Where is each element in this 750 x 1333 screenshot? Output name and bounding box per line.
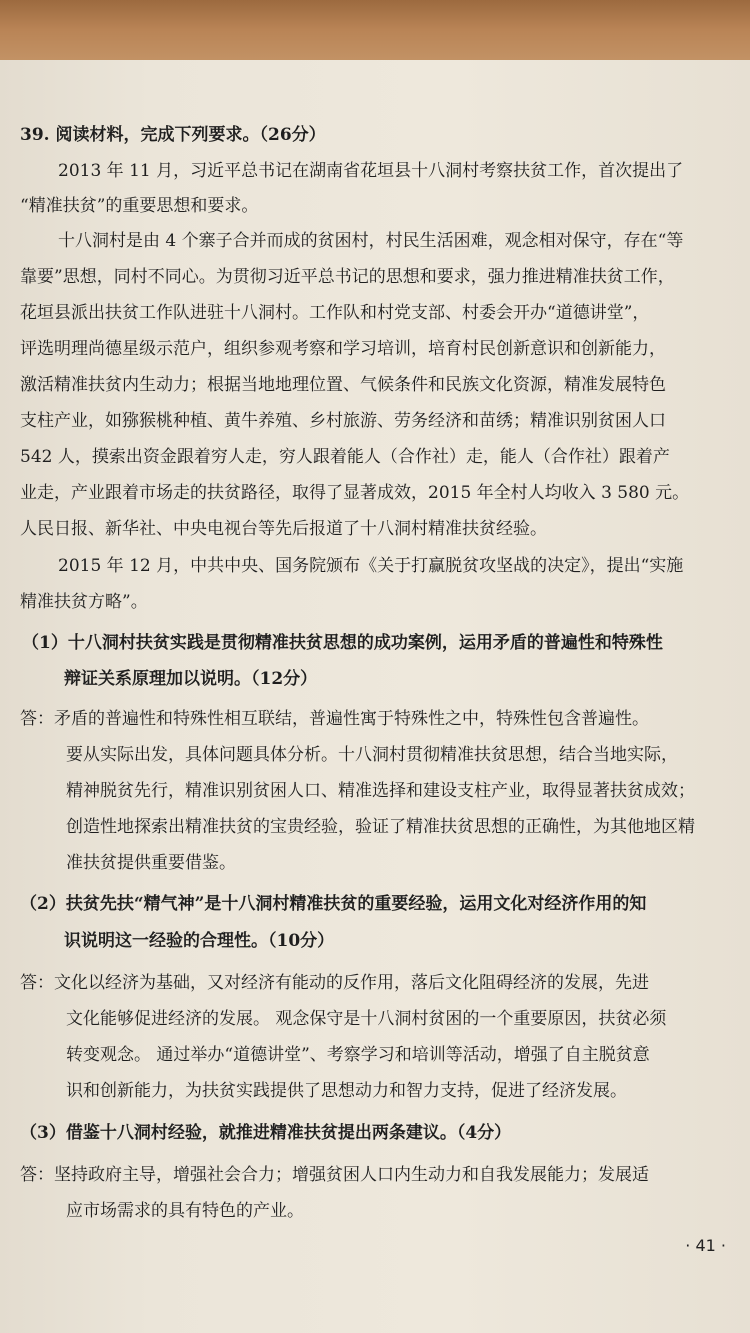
answer-2-line: 识和创新能力，为扶贫实践提供了思想动力和智力支持，促进了经济发展。 xyxy=(66,1081,627,1101)
material-line: 花垣县派出扶贫工作队进驻十八洞村。工作队和村党支部、村委会开办“道德讲堂”， xyxy=(20,303,650,323)
material-line: 2015 年 12 月，中共中央、国务院颁布《关于打赢脱贫攻坚战的决定》，提出“实施 xyxy=(58,556,684,576)
answer-1-line: 要从实际出发，具体问题具体分析。十八洞村贯彻精准扶贫思想，结合当地实际， xyxy=(66,745,678,765)
material-line: 业走，产业跟着市场走的扶贫路径，取得了显著成效，2015 年全村人均收入 3 580 元。 xyxy=(20,483,690,503)
question-title: 39. 阅读材料，完成下列要求。（26分） xyxy=(20,125,326,145)
material-line: “精准扶贫”的重要思想和要求。 xyxy=(20,196,259,216)
answer-1-line: 创造性地探索出精准扶贫的宝贵经验，验证了精准扶贫思想的正确性，为其他地区精 xyxy=(66,817,695,837)
material-line: 支柱产业，如猕猴桃种植、黄牛养殖、乡村旅游、劳务经济和苗绣；精准识别贫困人口 xyxy=(20,411,666,431)
answer-2-line: 答：文化以经济为基础，又对经济有能动的反作用，落后文化阻碍经济的发展，先进 xyxy=(20,973,649,993)
material-line: 542 人，摸索出资金跟着穷人走，穷人跟着能人（合作社）走，能人（合作社）跟着产 xyxy=(20,447,670,467)
material-line: 2013 年 11 月，习近平总书记在湖南省花垣县十八洞村考察扶贫工作，首次提出了 xyxy=(58,161,684,181)
answer-1-line: 精神脱贫先行，精准识别贫困人口、精准选择和建设支柱产业，取得显著扶贫成效； xyxy=(66,781,695,801)
material-line: 激活精准扶贫内生动力；根据当地地理位置、气候条件和民族文化资源，精准发展特色 xyxy=(20,375,666,395)
answer-1-line: 准扶贫提供重要借鉴。 xyxy=(66,853,236,873)
answer-3-line: 应市场需求的具有特色的产业。 xyxy=(66,1201,304,1221)
answer-1-line: 答：矛盾的普遍性和特殊性相互联结，普遍性寓于特殊性之中，特殊性包含普遍性。 xyxy=(20,709,649,729)
sub-question-2: 识说明这一经验的合理性。（10分） xyxy=(64,931,335,951)
material-line: 靠要”思想，同村不同心。为贯彻习近平总书记的思想和要求，强力推进精准扶贫工作， xyxy=(20,267,675,287)
answer-2-line: 文化能够促进经济的发展。 观念保守是十八洞村贫困的一个重要原因，扶贫必须 xyxy=(66,1009,667,1029)
material-line: 评选明理尚德星级示范户，组织参观考察和学习培训，培育村民创新意识和创新能力， xyxy=(20,339,666,359)
sub-question-2: （2）扶贫先扶“精气神”是十八洞村精准扶贫的重要经验，运用文化对经济作用的知 xyxy=(20,894,647,914)
answer-2-line: 转变观念。 通过举办“道德讲堂”、考察学习和培训等活动，增强了自主脱贫意 xyxy=(66,1045,650,1065)
sub-question-3: （3）借鉴十八洞村经验，就推进精准扶贫提出两条建议。（4分） xyxy=(20,1123,512,1143)
material-line: 十八洞村是由 4 个寨子合并而成的贫困村，村民生活困难，观念相对保守，存在“等 xyxy=(58,231,684,251)
sub-question-1: 辩证关系原理加以说明。（12分） xyxy=(64,669,318,689)
material-line: 人民日报、新华社、中央电视台等先后报道了十八洞村精准扶贫经验。 xyxy=(20,519,547,539)
page-number: · 41 · xyxy=(685,1236,726,1255)
sub-question-1: （1）十八洞村扶贫实践是贯彻精准扶贫思想的成功案例，运用矛盾的普遍性和特殊性 xyxy=(22,633,663,653)
answer-3-line: 答：坚持政府主导，增强社会合力；增强贫困人口内生动力和自我发展能力；发展适 xyxy=(20,1165,649,1185)
material-line: 精准扶贫方略”。 xyxy=(20,592,148,612)
